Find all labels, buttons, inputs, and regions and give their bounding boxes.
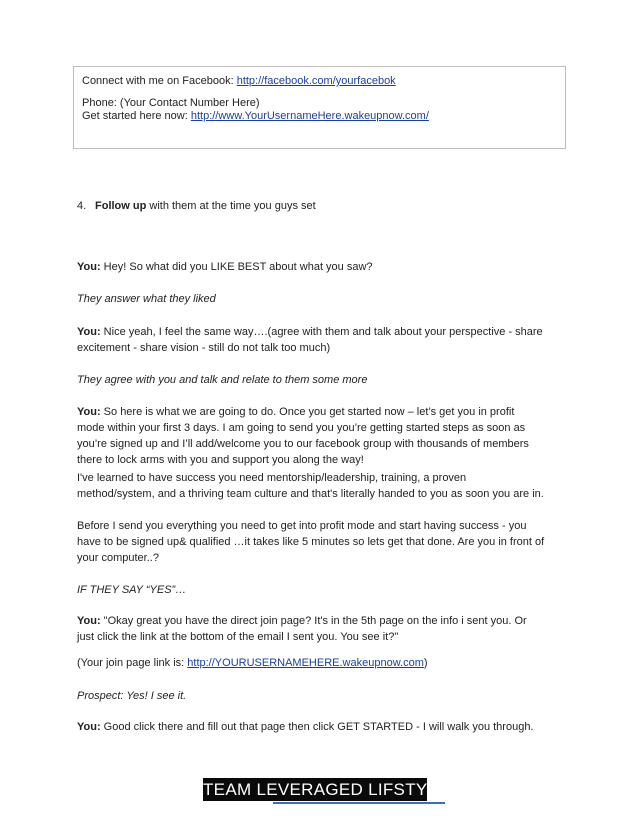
- step-text: with them at the time you guys set: [146, 200, 316, 212]
- you-label: You:: [77, 326, 101, 338]
- step-bold: Follow up: [95, 200, 147, 212]
- paragraph-5: [77, 404, 567, 468]
- phone-line: Phone: (Your Contact Number Here): [82, 96, 260, 109]
- team-logo: TEAM LEVERAGED LIFSTYLE: [203, 780, 449, 799]
- paragraph-8: IF THEY SAY “YES”…: [77, 584, 187, 596]
- paragraph-text: there to lock arms with you and support you along the way!: [77, 454, 364, 466]
- you-label: You:: [77, 261, 101, 273]
- paragraph-text: just click the link at the bottom of the email I sent you. You see it?": [77, 631, 399, 643]
- you-label: You:: [77, 721, 101, 733]
- paragraph-text: mode within your first 3 days. I am going to send you you’re getting started steps as soon as: [77, 422, 526, 434]
- paragraph-text: you’re signed up and I’ll add/welcome you to our facebook group with thousands of members: [77, 438, 529, 450]
- paragraph-text: ): [423, 657, 428, 669]
- join-page-link[interactable]: http://YOURUSERNAMEHERE.wakeupnow.com: [187, 657, 424, 669]
- get-started-line: [82, 110, 565, 124]
- paragraph-4: They agree with you and talk and relate to them some more: [77, 374, 368, 386]
- paragraph-text: I've learned to have success you need mentorship/leadership, training, a proven: [77, 472, 467, 484]
- facebook-label: Connect with me on Facebook:: [82, 75, 237, 87]
- paragraph-text: So here is what we are going to do. Once you get started now – let’s get you in profit: [100, 406, 515, 418]
- paragraph-6: [77, 470, 567, 502]
- footer: [203, 778, 449, 804]
- paragraph-text: have to be signed up& qualified …it takes like 5 minutes so lets get that done. Are you in front of: [77, 536, 545, 548]
- paragraph-10: [77, 655, 567, 671]
- paragraph-text: Hey! So what did you LIKE BEST about what you saw?: [100, 261, 373, 273]
- paragraph-3: [77, 324, 567, 356]
- step-4: [77, 198, 567, 214]
- paragraph-text: method/system, and a thriving team culture and that's literally handed to you as soon you are in.: [77, 488, 544, 500]
- paragraph-text: "Okay great you have the direct join page? It's in the 5th page on the info i sent you. Or: [100, 615, 527, 627]
- paragraph-text: Good click there and fill out that page then click GET STARTED - I will walk you through.: [100, 721, 534, 733]
- paragraph-11: Prospect: Yes! I see it.: [77, 690, 187, 702]
- facebook-line: [82, 75, 565, 89]
- get-started-label: Get started here now:: [82, 110, 191, 122]
- paragraph-text: your computer..?: [77, 552, 159, 564]
- footer-underline: [273, 802, 445, 804]
- paragraph-text: Before I send you everything you need to get into profit mode and start having success - you: [77, 520, 527, 532]
- you-label: You:: [77, 406, 101, 418]
- you-label: You:: [77, 615, 101, 627]
- paragraph-9: [77, 613, 567, 645]
- paragraph-text: excitement - share vision - still do not talk too much): [77, 342, 331, 354]
- facebook-link[interactable]: http://facebook.com/yourfacebok: [236, 75, 396, 87]
- paragraph-text: Nice yeah, I feel the same way….(agree with them and talk about your perspective - share: [100, 326, 543, 338]
- contact-box: [73, 66, 566, 149]
- paragraph-text: (Your join page link is:: [77, 657, 188, 669]
- paragraph-7: [77, 518, 567, 566]
- paragraph-2: They answer what they liked: [77, 293, 216, 305]
- paragraph-1: [77, 259, 567, 275]
- get-started-link[interactable]: http://www.YourUsernameHere.wakeupnow.com/: [190, 110, 429, 122]
- step-number: 4.: [77, 200, 87, 212]
- paragraph-12: [77, 719, 567, 735]
